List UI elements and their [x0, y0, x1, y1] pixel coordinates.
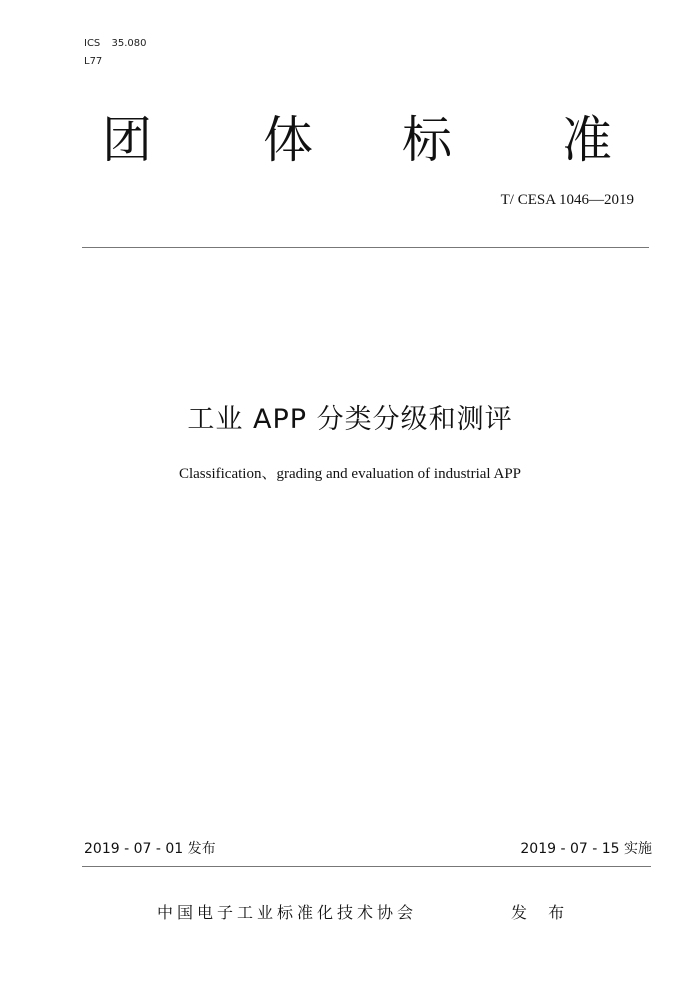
standard-type-heading: [0, 108, 700, 172]
issued-label: 发 布: [511, 903, 573, 922]
issue-date: 2019 - 07 - 01 发布: [84, 841, 216, 857]
standard-number: T/ CESA 1046—2019: [500, 192, 634, 208]
standard-type-char: 准: [562, 111, 612, 169]
standard-type-char: 标: [402, 111, 452, 169]
ics-classification: [84, 38, 146, 50]
standard-type-char: 体: [263, 111, 313, 169]
standard-type-char: 团: [102, 111, 152, 169]
title-english: Classification、grading and evaluation of industrial APP: [178, 466, 522, 482]
bottom-divider: [82, 866, 651, 867]
top-divider: [82, 247, 649, 248]
implementation-date: 2019 - 07 - 15 实施: [520, 841, 652, 857]
ics-code: 35.080: [111, 38, 147, 49]
ccs-code: L77: [84, 56, 103, 67]
issuing-organization: 中国电子工业标准化技术协会: [157, 903, 418, 922]
ics-label: ICS: [84, 38, 101, 49]
title-chinese: 工业 APP 分类分级和测评: [187, 404, 513, 435]
